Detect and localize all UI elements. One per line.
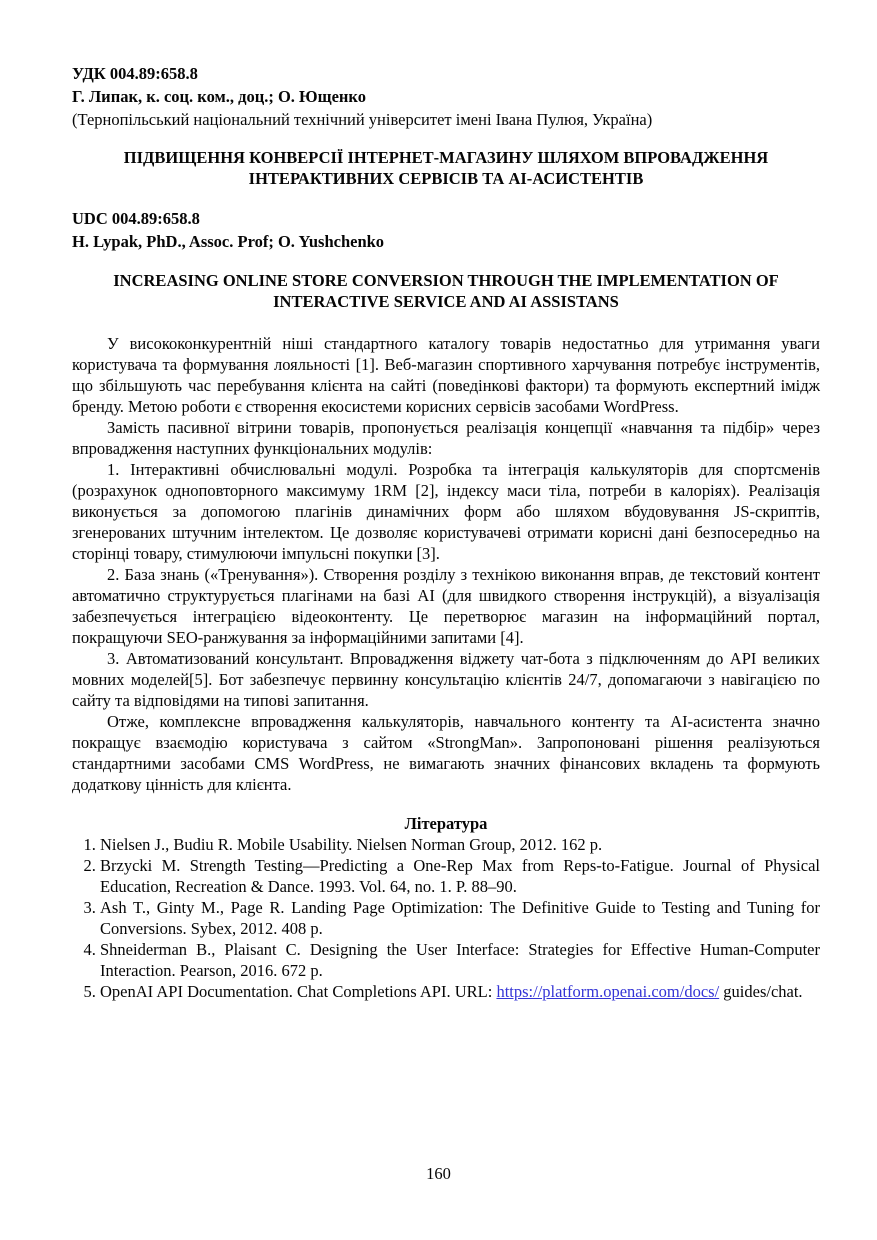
- paragraph-module-3: 3. Автоматизований консультант. Впровадження віджету чат-бота з підключенням до API великих мовних моделей[5]. Бот забезпечує первинну консультацію клієнтів 24/7, допомагаючи з навігацією по сайту та відповідями на типові запитання.: [72, 649, 820, 710]
- authors-ua: Г. Липак, к. соц. ком., доц.; О. Ющенко: [72, 87, 366, 106]
- affiliation: (Тернопільський національний технічний університет імені Івана Пулюя, Україна): [72, 110, 653, 129]
- page-number: 160: [426, 1164, 451, 1183]
- title-en: INCREASING ONLINE STORE CONVERSION THROUGH THE IMPLEMENTATION OF INTERACTIVE SERVICE AND AI ASSISTANS: [113, 271, 779, 311]
- reference-item-5: [100, 981, 820, 1002]
- paragraph-concept: Замість пасивної вітрини товарів, пропонується реалізація концепції «навчання та підбір» через впровадження наступних функціональних модулів:: [72, 418, 820, 458]
- paragraph-intro: У висококонкурентній ніші стандартного каталогу товарів недостатньо для утримання уваги користувача та формування лояльності [1]. Веб-магазин спортивного харчування потребує інструментів, що збільшують час перебування клієнта на сайті (поведінкові фактори) та формують експертний імідж бренду. Метою роботи є створення екосистеми корисних сервісів засобами WordPress.: [72, 334, 820, 416]
- reference-item-2: 2. Brzycki M. Strength Testing—Predicting a One-Rep Max from Reps-to-Fatigue. Journal of Physical Education, Recreation & Dance. 1993. Vol. 64, no. 1. P. 88–90.: [100, 855, 820, 897]
- reference-item-4: 4. Shneiderman B., Plaisant C. Designing the User Interface: Strategies for Effective Human-Computer Interaction. Pearson, 2016. 672 p.: [100, 939, 820, 981]
- udc-line: UDC 004.89:658.8: [72, 209, 200, 228]
- reference-item-3: 3. Ash T., Ginty M., Page R. Landing Page Optimization: The Definitive Guide to Testing and Tuning for Conversions. Sybex, 2012. 408 p.: [100, 897, 820, 939]
- udk-line: УДК 004.89:658.8: [72, 64, 198, 83]
- header-block-en: [72, 207, 820, 253]
- header-block-ua: [72, 62, 820, 131]
- paragraph-module-1: 1. Інтерактивні обчислювальні модулі. Розробка та інтеграція калькуляторів для спортсменів (розрахунок одноповторного максимуму 1RM [2], індексу маси тіла, потреби в калоріях). Реалізація виконується за допомогою плагінів динамічних форм або шляхом вбудовування JS-скриптів, згенерованих штучним інтелектом. Це дозволяє користувачеві отримати корисні дані безпосередньо на сторінці товару, стимулюючи імпульсні покупки [3].: [72, 460, 820, 563]
- reference-item-1: 1. Nielsen J., Budiu R. Mobile Usability. Nielsen Norman Group, 2012. 162 p.: [100, 834, 820, 855]
- title-ua: ПІДВИЩЕННЯ КОНВЕРСІЇ ІНТЕРНЕТ-МАГАЗИНУ ШЛЯХОМ ВПРОВАДЖЕННЯ ІНТЕРАКТИВНИХ СЕРВІСІВ ТА АІ-АСИСТЕНТІВ: [123, 148, 769, 188]
- reference-5-prefix: OpenAI API Documentation. Chat Completions API. URL:: [100, 982, 497, 1001]
- openai-docs-link[interactable]: https://platform.openai.com/docs/: [496, 982, 720, 1001]
- paragraph-module-2: 2. База знань («Тренування»). Створення розділу з технікою виконання вправ, де текстовий контент автоматично структурується плагінами на базі АІ (для швидкого створення інструкцій), а візуалізація забезпечується інтеграцією відеоконтенту. Це перетворює магазин на інформаційний портал, покращуючи SEO-ранжування за інформаційними запитами [4].: [72, 565, 820, 647]
- references-list: [72, 834, 820, 1002]
- authors-en: H. Lypak, PhD., Assoc. Prof; O. Yushchenko: [72, 232, 385, 251]
- references-heading: Література: [404, 814, 488, 833]
- abstract-body: [72, 333, 820, 795]
- paragraph-conclusion: Отже, комплексне впровадження калькуляторів, навчального контенту та АІ-асистента значно покращує взаємодію користувача з сайтом «StrongMan». Запропоновані рішення реалізуються стандартними засобами CMS WordPress, не вимагають значних фінансових вкладень та формують додаткову цінність для клієнта.: [72, 712, 820, 794]
- reference-5-suffix: guides/chat.: [723, 982, 803, 1001]
